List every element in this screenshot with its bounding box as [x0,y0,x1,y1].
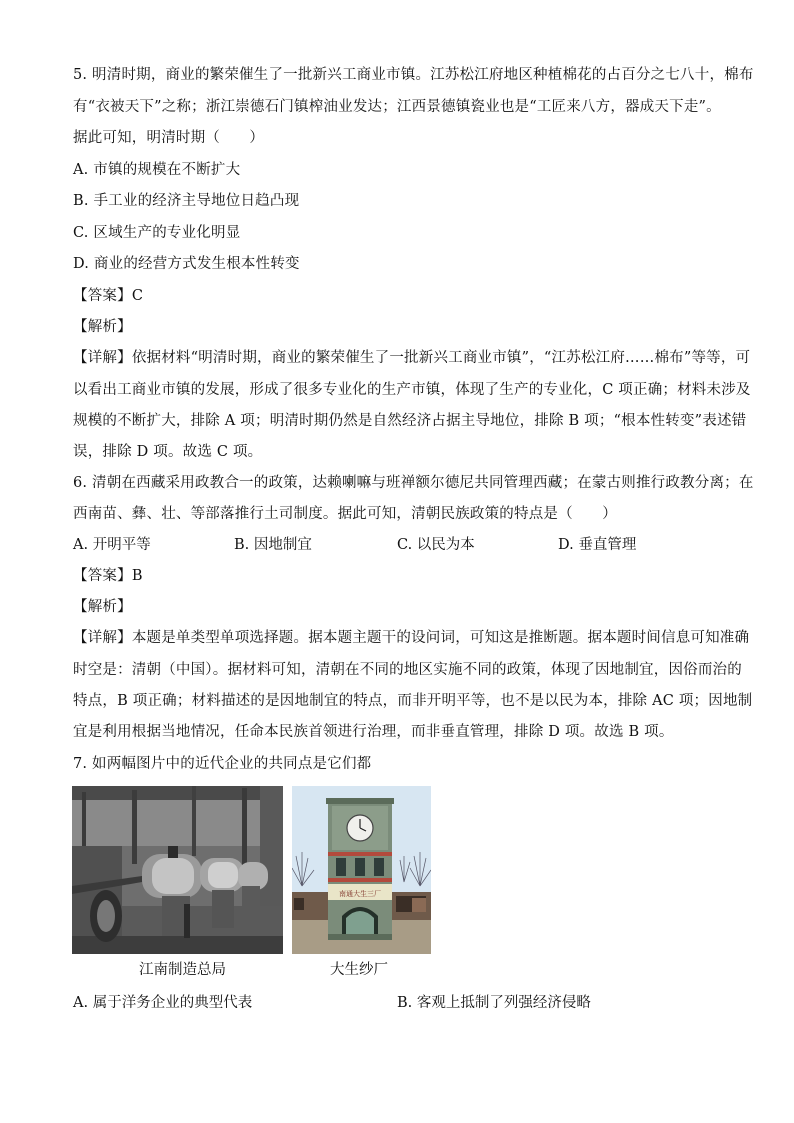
answer-value: B [131,568,143,584]
answer-value: C [131,288,144,304]
q6-option-a: A. 开明平等 [73,537,151,553]
q6-stem-line-2: 西南苗、彝、壮、等部落推行土司制度。据此可知，清朝民族政策的特点是（ ） [73,506,617,522]
dasheng-mill-sign: 南通大生三厂 [339,890,381,898]
q5-detail-line-2: 以看出工商业市镇的发展，形成了很多专业化的生产市镇，体现了生产的专业化，C 项正确；材料未涉及 [73,382,751,398]
q5-option-d: D. 商业的经营方式发生根本性转变 [73,256,300,272]
q6-option-c: C. 以民为本 [397,537,475,553]
q7-option-a: A. 属于洋务企业的典型代表 [73,995,253,1011]
q6-analysis-tag: 【解析】 [73,599,132,615]
q6-detail-line-3: 特点，B 项正确；材料描述的是因地制宜的特点，而非开明平等，也不是以民为本，排除 AC 项；因地制 [73,693,753,709]
q5-stem-line-2: 有“衣被天下”之称；浙江崇德石门镇榨油业发达；江西景德镇瓷业也是“工匠来八方，器成天下走”。 [73,99,721,115]
q6-detail-line-1 [73,628,749,648]
answer-tag: 【答案】 [73,288,132,304]
detail-tag: 【详解】 [73,630,132,646]
dasheng-mill-photo [292,786,431,954]
q6-stem-line-1: 6. 清朝在西藏采用政教合一的政策，达赖喇嘛与班禅额尔德尼共同管理西藏；在蒙古则推行政教分离；在 [73,475,754,491]
q6-option-b: B. 因地制宜 [234,537,312,553]
q5-detail-line-4: 误，排除 D 项。故选 C 项。 [73,444,263,460]
q5-stem-line-1: 5. 明清时期，商业的繁荣催生了一批新兴工商业市镇。江苏松江府地区种植棉花的占百分之七八十，棉布 [73,67,754,83]
q5-detail-line-3: 规模的不断扩大，排除 A 项；明清时期仍然是自然经济占据主导地位，排除 B 项；“根本性转变”表述错 [73,413,747,429]
dasheng-mill-caption: 大生纱厂 [330,962,388,978]
jiangnan-arsenal-caption: 江南制造总局 [139,962,226,978]
q6-detail-line-2: 时空是：清朝（中国）。据材料可知，清朝在不同的地区实施不同的政策，体现了因地制宜，因俗而治的 [73,662,742,678]
answer-tag: 【答案】 [73,568,132,584]
detail-text: 本题是单类型单项选择题。据本题主题干的设问词，可知这是推断题。据本题时间信息可知准确 [131,630,750,646]
q5-option-c: C. 区域生产的专业化明显 [73,225,241,241]
detail-tag: 【详解】 [73,350,132,366]
q7-stem: 7. 如两幅图片中的近代企业的共同点是它们都 [73,756,372,772]
q5-stem-line-3: 据此可知，明清时期（ ） [73,130,265,146]
q5-answer [73,286,143,306]
q5-option-a: A. 市镇的规模在不断扩大 [73,162,241,178]
jiangnan-arsenal-photo [72,786,283,954]
q7-option-b: B. 客观上抵制了列强经济侵略 [397,995,591,1011]
q6-option-d: D. 垂直管理 [558,537,637,553]
q5-option-b: B. 手工业的经济主导地位日趋凸现 [73,193,300,209]
q5-detail-line-1 [73,348,750,368]
q6-detail-line-4: 宜是利用根据当地情况，任命本民族首领进行治理，而非垂直管理，排除 D 项。故选 B 项。 [73,724,674,740]
detail-text: 依据材料“明清时期，商业的繁荣催生了一批新兴工商业市镇”，“江苏松江府……棉布”等等，可 [131,350,751,366]
q5-analysis-tag: 【解析】 [73,319,132,335]
q6-answer [73,566,143,586]
